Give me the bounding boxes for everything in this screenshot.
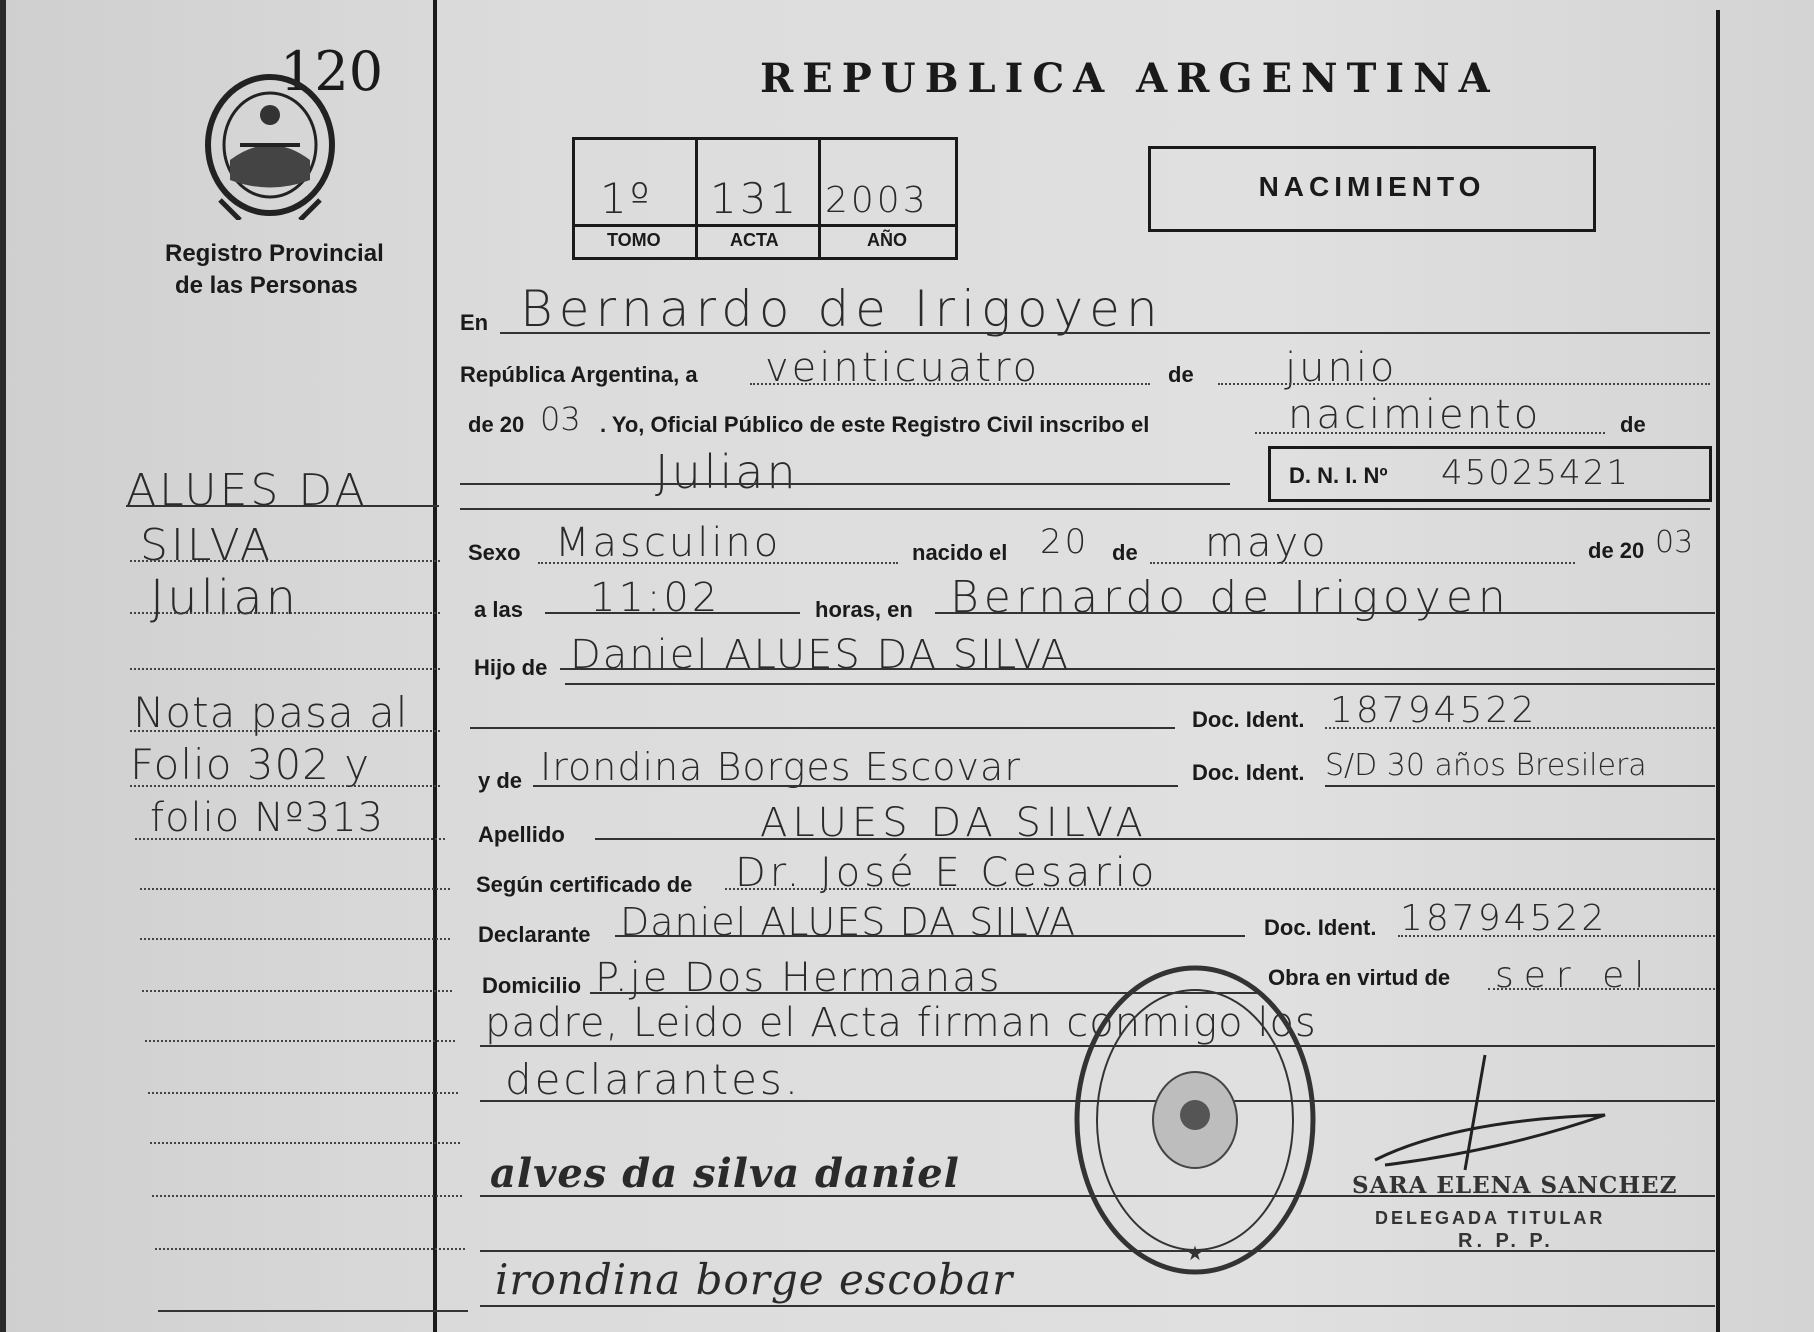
year-prefix: de 20 — [468, 412, 525, 437]
apellido-value: ALUES DA SILVA — [760, 800, 1148, 846]
dni-label: D. N. I. Nº — [1289, 463, 1388, 488]
margin-line — [130, 730, 440, 732]
form-line — [1150, 562, 1575, 564]
declarante-doc-value: 18794522 — [1400, 898, 1608, 939]
obra-label: Obra en virtud de — [1268, 965, 1451, 990]
form-line — [1325, 727, 1715, 729]
form-line — [1218, 383, 1710, 385]
continuation-line-1: padre, Leido el Acta firman conmigo los — [485, 1000, 1317, 1046]
declarante-value: Daniel ALUES DA SILVA — [620, 900, 1077, 944]
official-signature — [1355, 1050, 1615, 1180]
registry-name-line1: Registro Provincial — [165, 240, 384, 267]
margin-line — [158, 1310, 468, 1312]
sexo-value: Masculino — [555, 520, 782, 566]
document-type-box — [1148, 146, 1596, 232]
ano-label: AÑO — [867, 230, 907, 250]
de-label-2: de — [1620, 412, 1646, 437]
doc-ident-label-1: Doc. Ident. — [1192, 707, 1305, 732]
year-suffix: 03 — [540, 400, 581, 438]
mother-doc-value: S/D 30 años Bresilera — [1325, 748, 1647, 783]
doc-ident-label-2: Doc. Ident. — [1192, 760, 1305, 785]
obra-value: ser el — [1495, 955, 1655, 996]
form-line — [470, 727, 1175, 729]
dni-value: 45025421 — [1441, 453, 1631, 493]
form-line — [615, 935, 1245, 937]
father-doc-value: 18794522 — [1330, 690, 1538, 731]
domicilio-value: P.je Dos Hermanas — [595, 955, 1002, 1001]
dni-box — [1268, 446, 1712, 502]
margin-line — [155, 1248, 465, 1250]
form-line — [1255, 432, 1605, 434]
doc-ident-label-3: Doc. Ident. — [1264, 915, 1377, 940]
form-line — [538, 562, 898, 564]
hijo-label: Hijo de — [474, 655, 548, 680]
left-column-divider — [433, 0, 437, 1332]
margin-line — [130, 612, 440, 614]
margin-line — [145, 1040, 455, 1042]
continuation-line-2: declarantes. — [505, 1055, 802, 1104]
right-page-edge — [1716, 10, 1720, 1332]
margin-line — [130, 668, 440, 670]
birth-time-value: 11:02 — [590, 575, 721, 621]
domicilio-label: Domicilio — [482, 973, 582, 998]
de-label-1: de — [1168, 362, 1194, 387]
form-line — [500, 332, 1710, 334]
signature-mother: irondina borge escobar — [495, 1255, 1014, 1304]
form-line — [533, 785, 1178, 787]
horas-label: horas, en — [815, 597, 913, 622]
form-line — [1398, 935, 1715, 937]
birth-month-value: mayo — [1205, 520, 1329, 566]
page-number: 120 — [280, 40, 384, 103]
provincial-seal-icon — [200, 70, 340, 220]
form-line — [480, 1305, 1715, 1307]
margin-given-name: Julian — [150, 570, 300, 626]
birth-year-prefix: de 20 — [1588, 538, 1645, 563]
republica-label: República Argentina, a — [460, 362, 698, 387]
form-line — [460, 483, 1230, 485]
segun-label: Según certificado de — [476, 872, 693, 897]
document-type: NACIMIENTO — [1258, 171, 1486, 202]
apellido-label: Apellido — [478, 822, 565, 847]
official-name: SARA ELENA SANCHEZ — [1352, 1172, 1678, 1199]
doctor-value: Dr. José E Cesario — [735, 850, 1159, 896]
margin-line — [140, 888, 450, 890]
tomo-value: 1º — [600, 174, 653, 223]
margin-surname-1: ALUES DA — [126, 465, 368, 516]
acta-value: 131 — [710, 174, 800, 223]
form-line — [1488, 988, 1715, 990]
sexo-label: Sexo — [468, 540, 521, 565]
margin-line — [140, 938, 450, 940]
form-line — [545, 612, 800, 614]
country-title: REPUBLICA ARGENTINA — [760, 55, 1499, 102]
mother-value: Irondina Borges Escovar — [540, 745, 1021, 789]
day-words-value: veinticuatro — [765, 345, 1041, 391]
margin-line — [152, 1195, 462, 1197]
form-line — [565, 683, 1715, 685]
month-value: junio — [1285, 345, 1398, 391]
acta-label: ACTA — [730, 230, 779, 250]
margin-line — [130, 560, 440, 562]
form-line — [935, 612, 1715, 614]
child-name-value: Julian — [655, 445, 799, 499]
nacido-label: nacido el — [912, 540, 1008, 565]
statement-text: . Yo, Oficial Público de este Registro Civil inscribo el — [600, 412, 1150, 437]
de-label-3: de — [1112, 540, 1138, 565]
father-value: Daniel ALUES DA SILVA — [570, 632, 1070, 678]
margin-note-2: Folio 302 y — [130, 740, 371, 789]
place-value: Bernardo de Irigoyen — [520, 280, 1164, 338]
birth-year-suffix: 03 — [1655, 525, 1694, 560]
y-de-label: y de — [478, 768, 523, 793]
birth-place-value: Bernardo de Irigoyen — [950, 572, 1511, 623]
margin-line — [135, 838, 445, 840]
form-line — [750, 383, 1150, 385]
form-line — [460, 508, 1710, 510]
form-line — [1325, 785, 1715, 787]
act-type-value: nacimiento — [1288, 392, 1542, 438]
official-org: R. P. P. — [1458, 1230, 1554, 1252]
ano-value: 2003 — [825, 180, 929, 221]
margin-surname-2: SILVA — [140, 520, 273, 571]
margin-line — [142, 990, 452, 992]
official-title: DELEGADA TITULAR — [1375, 1208, 1606, 1228]
en-label: En — [460, 310, 489, 335]
registry-name-line2: de las Personas — [175, 272, 358, 299]
signature-father: alves da silva daniel — [490, 1150, 960, 1197]
form-line — [595, 838, 1715, 840]
declarante-label: Declarante — [478, 922, 591, 947]
official-stamp — [1070, 960, 1320, 1280]
form-line — [725, 888, 1715, 890]
form-line — [560, 668, 1715, 670]
left-page-edge — [0, 0, 6, 1332]
record-grid — [572, 137, 958, 260]
margin-line — [130, 785, 440, 787]
birth-day-value: 20 — [1040, 522, 1090, 562]
a-las-label: a las — [474, 597, 523, 622]
margin-line — [148, 1092, 458, 1094]
margin-note-1: Nota pasa al — [133, 688, 409, 737]
margin-line — [126, 505, 439, 507]
tomo-label: TOMO — [607, 230, 661, 250]
svg-text:★: ★ — [1186, 1243, 1204, 1265]
margin-line — [150, 1142, 460, 1144]
margin-note-3: folio Nº313 — [150, 795, 385, 841]
